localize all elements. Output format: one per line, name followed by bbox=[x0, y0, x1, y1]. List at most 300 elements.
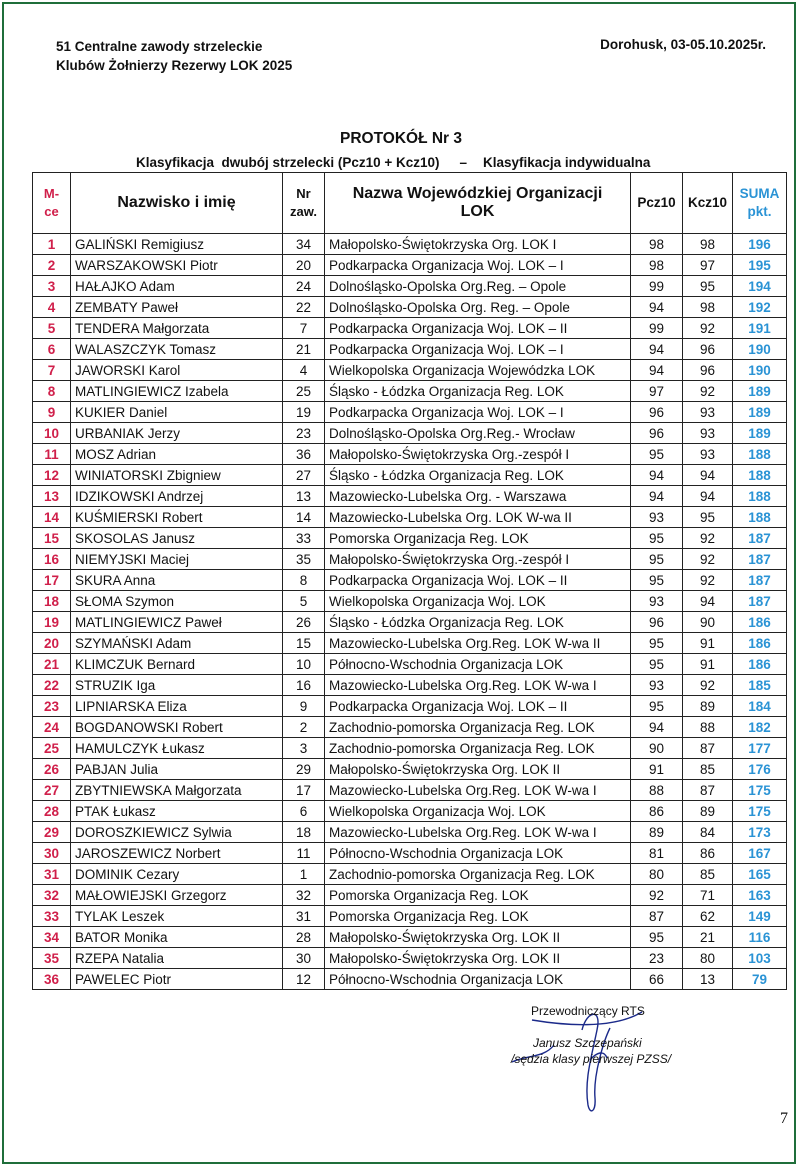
table-row bbox=[33, 675, 787, 696]
cell-name: IDZIKOWSKI Andrzej bbox=[71, 486, 283, 507]
cell-kcz10: 96 bbox=[683, 339, 733, 360]
cell-pcz10: 98 bbox=[631, 234, 683, 255]
cell-place: 8 bbox=[33, 381, 71, 402]
cell-kcz10: 80 bbox=[683, 948, 733, 969]
cell-organization: Śląsko - Łódzka Organizacja Reg. LOK bbox=[325, 465, 631, 486]
cell-name: PTAK Łukasz bbox=[71, 801, 283, 822]
event-name-line2: Klubów Żołnierzy Rezerwy LOK 2025 bbox=[56, 58, 293, 73]
cell-sum: 187 bbox=[733, 570, 787, 591]
cell-kcz10: 92 bbox=[683, 318, 733, 339]
signer-title: /sędzia klasy pierwszej PZSS/ bbox=[511, 1052, 672, 1066]
cell-sum: 149 bbox=[733, 906, 787, 927]
cell-sum: 173 bbox=[733, 822, 787, 843]
cell-sum: 196 bbox=[733, 234, 787, 255]
cell-nr: 23 bbox=[283, 423, 325, 444]
cell-nr: 33 bbox=[283, 528, 325, 549]
table-row bbox=[33, 255, 787, 276]
table-row bbox=[33, 864, 787, 885]
cell-organization: Zachodnio-pomorska Organizacja Reg. LOK bbox=[325, 864, 631, 885]
cell-kcz10: 85 bbox=[683, 759, 733, 780]
cell-organization: Wielkopolska Organizacja Wojewódzka LOK bbox=[325, 360, 631, 381]
cell-kcz10: 71 bbox=[683, 885, 733, 906]
cell-organization: Małopolsko-Świętokrzyska Org. LOK II bbox=[325, 927, 631, 948]
cell-organization: Małopolsko-Świętokrzyska Org. LOK I bbox=[325, 234, 631, 255]
cell-name: STRUZIK Iga bbox=[71, 675, 283, 696]
cell-pcz10: 95 bbox=[631, 444, 683, 465]
table-row bbox=[33, 318, 787, 339]
cell-place: 29 bbox=[33, 822, 71, 843]
header-kcz10: Kcz10 bbox=[683, 173, 733, 234]
cell-organization: Mazowiecko-Lubelska Org.Reg. LOK W-wa I bbox=[325, 780, 631, 801]
cell-nr: 35 bbox=[283, 549, 325, 570]
cell-place: 19 bbox=[33, 612, 71, 633]
cell-organization: Pomorska Organizacja Reg. LOK bbox=[325, 906, 631, 927]
cell-pcz10: 96 bbox=[631, 423, 683, 444]
cell-nr: 25 bbox=[283, 381, 325, 402]
table-row bbox=[33, 654, 787, 675]
cell-place: 20 bbox=[33, 633, 71, 654]
cell-pcz10: 94 bbox=[631, 360, 683, 381]
table-row bbox=[33, 612, 787, 633]
cell-place: 1 bbox=[33, 234, 71, 255]
cell-organization: Podkarpacka Organizacja Woj. LOK – II bbox=[325, 696, 631, 717]
cell-organization: Pomorska Organizacja Reg. LOK bbox=[325, 528, 631, 549]
header-organization: Nazwa Wojewódzkiej Organizacji LOK bbox=[325, 173, 631, 234]
cell-nr: 27 bbox=[283, 465, 325, 486]
cell-pcz10: 96 bbox=[631, 402, 683, 423]
cell-sum: 186 bbox=[733, 612, 787, 633]
location-date: Dorohusk, 03-05.10.2025r. bbox=[600, 37, 766, 52]
cell-place: 33 bbox=[33, 906, 71, 927]
cell-name: LIPNIARSKA Eliza bbox=[71, 696, 283, 717]
subtitle-left: Klasyfikacja dwubój strzelecki (Pcz10 + Kcz10) bbox=[136, 155, 440, 170]
cell-nr: 19 bbox=[283, 402, 325, 423]
cell-nr: 32 bbox=[283, 885, 325, 906]
cell-pcz10: 93 bbox=[631, 591, 683, 612]
cell-kcz10: 92 bbox=[683, 675, 733, 696]
cell-sum: 187 bbox=[733, 591, 787, 612]
cell-kcz10: 94 bbox=[683, 486, 733, 507]
cell-sum: 167 bbox=[733, 843, 787, 864]
cell-organization: Śląsko - Łódzka Organizacja Reg. LOK bbox=[325, 612, 631, 633]
cell-nr: 22 bbox=[283, 297, 325, 318]
header-name: Nazwisko i imię bbox=[71, 173, 283, 234]
cell-kcz10: 85 bbox=[683, 864, 733, 885]
cell-organization: Podkarpacka Organizacja Woj. LOK – II bbox=[325, 318, 631, 339]
table-row bbox=[33, 234, 787, 255]
cell-organization: Mazowiecko-Lubelska Org.Reg. LOK W-wa I bbox=[325, 675, 631, 696]
cell-pcz10: 90 bbox=[631, 738, 683, 759]
cell-sum: 191 bbox=[733, 318, 787, 339]
cell-kcz10: 21 bbox=[683, 927, 733, 948]
cell-place: 28 bbox=[33, 801, 71, 822]
cell-organization: Śląsko - Łódzka Organizacja Reg. LOK bbox=[325, 381, 631, 402]
cell-nr: 26 bbox=[283, 612, 325, 633]
cell-kcz10: 13 bbox=[683, 969, 733, 990]
cell-name: SKOSOLAS Janusz bbox=[71, 528, 283, 549]
cell-sum: 175 bbox=[733, 801, 787, 822]
cell-place: 36 bbox=[33, 969, 71, 990]
cell-kcz10: 89 bbox=[683, 801, 733, 822]
cell-nr: 17 bbox=[283, 780, 325, 801]
event-header bbox=[56, 37, 292, 75]
cell-nr: 21 bbox=[283, 339, 325, 360]
cell-pcz10: 87 bbox=[631, 906, 683, 927]
table-row bbox=[33, 969, 787, 990]
table-row bbox=[33, 738, 787, 759]
cell-name: DOROSZKIEWICZ Sylwia bbox=[71, 822, 283, 843]
cell-sum: 187 bbox=[733, 528, 787, 549]
cell-organization: Dolnośląsko-Opolska Org.Reg. – Opole bbox=[325, 276, 631, 297]
cell-place: 17 bbox=[33, 570, 71, 591]
cell-pcz10: 93 bbox=[631, 507, 683, 528]
cell-nr: 24 bbox=[283, 276, 325, 297]
cell-nr: 12 bbox=[283, 969, 325, 990]
cell-kcz10: 89 bbox=[683, 696, 733, 717]
cell-nr: 13 bbox=[283, 486, 325, 507]
subtitle-right: Klasyfikacja indywidualna bbox=[483, 155, 651, 170]
cell-nr: 34 bbox=[283, 234, 325, 255]
cell-sum: 189 bbox=[733, 402, 787, 423]
cell-name: TYLAK Leszek bbox=[71, 906, 283, 927]
cell-organization: Podkarpacka Organizacja Woj. LOK – I bbox=[325, 339, 631, 360]
cell-name: PAWELEC Piotr bbox=[71, 969, 283, 990]
cell-name: SZYMAŃSKI Adam bbox=[71, 633, 283, 654]
cell-organization: Podkarpacka Organizacja Woj. LOK – II bbox=[325, 570, 631, 591]
cell-organization: Zachodnio-pomorska Organizacja Reg. LOK bbox=[325, 738, 631, 759]
cell-nr: 9 bbox=[283, 696, 325, 717]
table-row bbox=[33, 633, 787, 654]
cell-pcz10: 94 bbox=[631, 465, 683, 486]
cell-sum: 184 bbox=[733, 696, 787, 717]
cell-place: 26 bbox=[33, 759, 71, 780]
table-row bbox=[33, 507, 787, 528]
header-place: M- ce bbox=[33, 173, 71, 234]
cell-place: 30 bbox=[33, 843, 71, 864]
cell-place: 9 bbox=[33, 402, 71, 423]
cell-place: 21 bbox=[33, 654, 71, 675]
cell-nr: 16 bbox=[283, 675, 325, 696]
cell-place: 5 bbox=[33, 318, 71, 339]
table-row bbox=[33, 486, 787, 507]
cell-place: 23 bbox=[33, 696, 71, 717]
cell-sum: 175 bbox=[733, 780, 787, 801]
table-row bbox=[33, 570, 787, 591]
protocol-title: PROTOKÓŁ Nr 3 bbox=[339, 130, 462, 147]
cell-sum: 188 bbox=[733, 486, 787, 507]
signer-role: Przewodniczący RTS bbox=[531, 1004, 645, 1018]
cell-kcz10: 93 bbox=[683, 444, 733, 465]
table-row bbox=[33, 339, 787, 360]
cell-pcz10: 94 bbox=[631, 339, 683, 360]
header-sum: SUMA pkt. bbox=[733, 173, 787, 234]
signer-name: Janusz Szczepański bbox=[533, 1036, 642, 1050]
cell-pcz10: 88 bbox=[631, 780, 683, 801]
cell-nr: 2 bbox=[283, 717, 325, 738]
cell-name: MATLINGIEWICZ Izabela bbox=[71, 381, 283, 402]
cell-place: 16 bbox=[33, 549, 71, 570]
cell-place: 11 bbox=[33, 444, 71, 465]
cell-name: KLIMCZUK Bernard bbox=[71, 654, 283, 675]
cell-pcz10: 23 bbox=[631, 948, 683, 969]
cell-nr: 10 bbox=[283, 654, 325, 675]
cell-place: 31 bbox=[33, 864, 71, 885]
cell-nr: 28 bbox=[283, 927, 325, 948]
cell-sum: 116 bbox=[733, 927, 787, 948]
cell-organization: Dolnośląsko-Opolska Org.Reg.- Wrocław bbox=[325, 423, 631, 444]
cell-sum: 163 bbox=[733, 885, 787, 906]
table-row bbox=[33, 717, 787, 738]
cell-pcz10: 97 bbox=[631, 381, 683, 402]
cell-pcz10: 66 bbox=[631, 969, 683, 990]
cell-pcz10: 86 bbox=[631, 801, 683, 822]
cell-organization: Północno-Wschodnia Organizacja LOK bbox=[325, 843, 631, 864]
cell-name: WALASZCZYK Tomasz bbox=[71, 339, 283, 360]
cell-organization: Małopolsko-Świętokrzyska Org. LOK II bbox=[325, 948, 631, 969]
cell-nr: 14 bbox=[283, 507, 325, 528]
table-row bbox=[33, 948, 787, 969]
cell-nr: 36 bbox=[283, 444, 325, 465]
cell-pcz10: 94 bbox=[631, 486, 683, 507]
cell-name: TENDERA Małgorzata bbox=[71, 318, 283, 339]
cell-kcz10: 92 bbox=[683, 528, 733, 549]
cell-kcz10: 87 bbox=[683, 780, 733, 801]
cell-place: 25 bbox=[33, 738, 71, 759]
cell-organization: Mazowiecko-Lubelska Org.Reg. LOK W-wa I bbox=[325, 822, 631, 843]
cell-kcz10: 86 bbox=[683, 843, 733, 864]
table-row bbox=[33, 885, 787, 906]
cell-organization: Małopolsko-Świętokrzyska Org.-zespół I bbox=[325, 444, 631, 465]
cell-sum: 192 bbox=[733, 297, 787, 318]
cell-organization: Wielkopolska Organizacja Woj. LOK bbox=[325, 591, 631, 612]
cell-organization: Północno-Wschodnia Organizacja LOK bbox=[325, 969, 631, 990]
cell-sum: 188 bbox=[733, 465, 787, 486]
cell-pcz10: 92 bbox=[631, 885, 683, 906]
cell-name: ZEMBATY Paweł bbox=[71, 297, 283, 318]
table-row bbox=[33, 906, 787, 927]
cell-kcz10: 93 bbox=[683, 423, 733, 444]
table-row bbox=[33, 297, 787, 318]
cell-name: HAŁAJKO Adam bbox=[71, 276, 283, 297]
cell-place: 6 bbox=[33, 339, 71, 360]
cell-place: 12 bbox=[33, 465, 71, 486]
table-row bbox=[33, 696, 787, 717]
cell-name: KUŚMIERSKI Robert bbox=[71, 507, 283, 528]
cell-name: RZEPA Natalia bbox=[71, 948, 283, 969]
cell-organization: Mazowiecko-Lubelska Org. - Warszawa bbox=[325, 486, 631, 507]
cell-pcz10: 95 bbox=[631, 549, 683, 570]
table-body bbox=[33, 234, 787, 990]
cell-place: 34 bbox=[33, 927, 71, 948]
cell-name: SŁOMA Szymon bbox=[71, 591, 283, 612]
cell-kcz10: 92 bbox=[683, 549, 733, 570]
cell-name: ZBYTNIEWSKA Małgorzata bbox=[71, 780, 283, 801]
table-row bbox=[33, 927, 787, 948]
cell-organization: Mazowiecko-Lubelska Org.Reg. LOK W-wa II bbox=[325, 633, 631, 654]
cell-name: URBANIAK Jerzy bbox=[71, 423, 283, 444]
cell-sum: 176 bbox=[733, 759, 787, 780]
cell-place: 15 bbox=[33, 528, 71, 549]
cell-sum: 187 bbox=[733, 549, 787, 570]
cell-name: DOMINIK Cezary bbox=[71, 864, 283, 885]
results-table bbox=[32, 172, 787, 990]
cell-place: 3 bbox=[33, 276, 71, 297]
cell-place: 27 bbox=[33, 780, 71, 801]
cell-organization: Pomorska Organizacja Reg. LOK bbox=[325, 885, 631, 906]
table-row bbox=[33, 276, 787, 297]
cell-kcz10: 88 bbox=[683, 717, 733, 738]
cell-sum: 103 bbox=[733, 948, 787, 969]
cell-pcz10: 80 bbox=[631, 864, 683, 885]
cell-sum: 190 bbox=[733, 339, 787, 360]
table-row bbox=[33, 801, 787, 822]
cell-kcz10: 92 bbox=[683, 570, 733, 591]
cell-name: HAMULCZYK Łukasz bbox=[71, 738, 283, 759]
table-row bbox=[33, 444, 787, 465]
cell-place: 32 bbox=[33, 885, 71, 906]
cell-nr: 30 bbox=[283, 948, 325, 969]
cell-sum: 165 bbox=[733, 864, 787, 885]
cell-place: 35 bbox=[33, 948, 71, 969]
cell-sum: 189 bbox=[733, 381, 787, 402]
cell-name: MATLINGIEWICZ Paweł bbox=[71, 612, 283, 633]
cell-name: PABJAN Julia bbox=[71, 759, 283, 780]
cell-name: MOSZ Adrian bbox=[71, 444, 283, 465]
cell-name: SKURA Anna bbox=[71, 570, 283, 591]
cell-pcz10: 99 bbox=[631, 318, 683, 339]
cell-pcz10: 91 bbox=[631, 759, 683, 780]
cell-pcz10: 94 bbox=[631, 297, 683, 318]
cell-name: GALIŃSKI Remigiusz bbox=[71, 234, 283, 255]
cell-place: 22 bbox=[33, 675, 71, 696]
cell-pcz10: 95 bbox=[631, 927, 683, 948]
cell-pcz10: 95 bbox=[631, 528, 683, 549]
cell-place: 10 bbox=[33, 423, 71, 444]
cell-sum: 188 bbox=[733, 444, 787, 465]
page-number: 7 bbox=[780, 1110, 788, 1127]
classification-subtitle bbox=[136, 155, 650, 170]
cell-sum: 79 bbox=[733, 969, 787, 990]
cell-sum: 182 bbox=[733, 717, 787, 738]
cell-organization: Podkarpacka Organizacja Woj. LOK – I bbox=[325, 402, 631, 423]
table-row bbox=[33, 465, 787, 486]
table-row bbox=[33, 549, 787, 570]
cell-organization: Podkarpacka Organizacja Woj. LOK – I bbox=[325, 255, 631, 276]
cell-pcz10: 94 bbox=[631, 717, 683, 738]
cell-sum: 188 bbox=[733, 507, 787, 528]
header-pcz10: Pcz10 bbox=[631, 173, 683, 234]
table-row bbox=[33, 381, 787, 402]
cell-organization: Mazowiecko-Lubelska Org. LOK W-wa II bbox=[325, 507, 631, 528]
cell-organization: Wielkopolska Organizacja Woj. LOK bbox=[325, 801, 631, 822]
cell-place: 2 bbox=[33, 255, 71, 276]
cell-pcz10: 93 bbox=[631, 675, 683, 696]
cell-nr: 3 bbox=[283, 738, 325, 759]
cell-kcz10: 91 bbox=[683, 633, 733, 654]
cell-pcz10: 95 bbox=[631, 654, 683, 675]
cell-nr: 15 bbox=[283, 633, 325, 654]
cell-place: 18 bbox=[33, 591, 71, 612]
cell-pcz10: 95 bbox=[631, 570, 683, 591]
table-row bbox=[33, 591, 787, 612]
cell-nr: 4 bbox=[283, 360, 325, 381]
cell-kcz10: 94 bbox=[683, 591, 733, 612]
cell-organization: Małopolsko-Świętokrzyska Org. LOK II bbox=[325, 759, 631, 780]
cell-kcz10: 96 bbox=[683, 360, 733, 381]
cell-nr: 18 bbox=[283, 822, 325, 843]
cell-nr: 20 bbox=[283, 255, 325, 276]
cell-kcz10: 95 bbox=[683, 276, 733, 297]
cell-name: MAŁOWIEJSKI Grzegorz bbox=[71, 885, 283, 906]
table-row bbox=[33, 423, 787, 444]
table-row bbox=[33, 780, 787, 801]
table-row bbox=[33, 528, 787, 549]
cell-name: WINIATORSKI Zbigniew bbox=[71, 465, 283, 486]
cell-name: JAROSZEWICZ Norbert bbox=[71, 843, 283, 864]
cell-sum: 185 bbox=[733, 675, 787, 696]
cell-kcz10: 90 bbox=[683, 612, 733, 633]
cell-sum: 194 bbox=[733, 276, 787, 297]
cell-sum: 186 bbox=[733, 633, 787, 654]
cell-kcz10: 98 bbox=[683, 297, 733, 318]
cell-name: KUKIER Daniel bbox=[71, 402, 283, 423]
cell-place: 4 bbox=[33, 297, 71, 318]
cell-nr: 1 bbox=[283, 864, 325, 885]
table-row bbox=[33, 402, 787, 423]
table-header-row bbox=[33, 173, 787, 234]
table-row bbox=[33, 843, 787, 864]
cell-kcz10: 87 bbox=[683, 738, 733, 759]
cell-pcz10: 81 bbox=[631, 843, 683, 864]
table-row bbox=[33, 360, 787, 381]
cell-organization: Małopolsko-Świętokrzyska Org.-zespół I bbox=[325, 549, 631, 570]
cell-kcz10: 97 bbox=[683, 255, 733, 276]
cell-sum: 186 bbox=[733, 654, 787, 675]
cell-nr: 7 bbox=[283, 318, 325, 339]
cell-kcz10: 98 bbox=[683, 234, 733, 255]
cell-nr: 11 bbox=[283, 843, 325, 864]
cell-sum: 189 bbox=[733, 423, 787, 444]
cell-kcz10: 93 bbox=[683, 402, 733, 423]
cell-name: WARSZAKOWSKI Piotr bbox=[71, 255, 283, 276]
cell-kcz10: 84 bbox=[683, 822, 733, 843]
cell-nr: 29 bbox=[283, 759, 325, 780]
cell-pcz10: 95 bbox=[631, 633, 683, 654]
cell-nr: 6 bbox=[283, 801, 325, 822]
cell-kcz10: 95 bbox=[683, 507, 733, 528]
cell-sum: 177 bbox=[733, 738, 787, 759]
cell-sum: 190 bbox=[733, 360, 787, 381]
cell-organization: Zachodnio-pomorska Organizacja Reg. LOK bbox=[325, 717, 631, 738]
cell-kcz10: 92 bbox=[683, 381, 733, 402]
cell-name: BATOR Monika bbox=[71, 927, 283, 948]
cell-kcz10: 91 bbox=[683, 654, 733, 675]
cell-name: NIEMYJSKI Maciej bbox=[71, 549, 283, 570]
cell-place: 13 bbox=[33, 486, 71, 507]
cell-nr: 8 bbox=[283, 570, 325, 591]
cell-name: JAWORSKI Karol bbox=[71, 360, 283, 381]
cell-pcz10: 95 bbox=[631, 696, 683, 717]
header-nr: Nr zaw. bbox=[283, 173, 325, 234]
cell-sum: 195 bbox=[733, 255, 787, 276]
cell-kcz10: 94 bbox=[683, 465, 733, 486]
cell-organization: Dolnośląsko-Opolska Org. Reg. – Opole bbox=[325, 297, 631, 318]
event-name-line1: 51 Centralne zawody strzeleckie bbox=[56, 39, 263, 54]
cell-place: 24 bbox=[33, 717, 71, 738]
cell-kcz10: 62 bbox=[683, 906, 733, 927]
cell-place: 14 bbox=[33, 507, 71, 528]
cell-name: BOGDANOWSKI Robert bbox=[71, 717, 283, 738]
